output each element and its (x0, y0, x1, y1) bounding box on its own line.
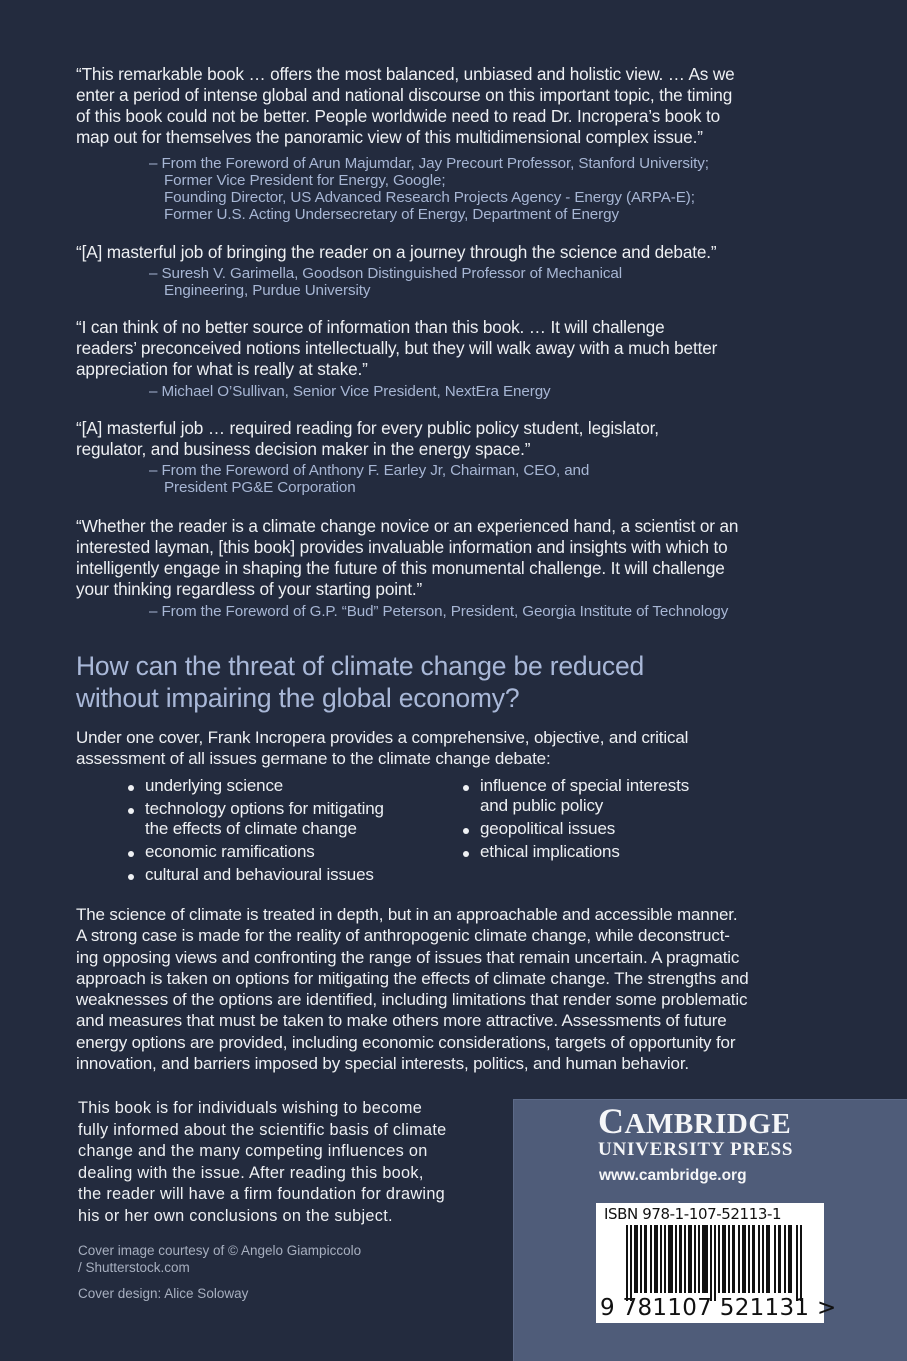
paragraph-line: energy options are provided, including economic considerations, targets of opportunity for (76, 1032, 736, 1052)
bullet-column-right (459, 776, 759, 862)
bullet-item (459, 819, 759, 839)
bullet-dot-icon (128, 785, 134, 791)
paragraph-line: The science of climate is treated in depth, but in an approachable and accessible manner. (76, 905, 738, 924)
attribution-line: – Suresh V. Garimella, Goodson Distinguished Professor of Mechanical (149, 265, 622, 282)
quote-line: interested layman, [this book] provides invaluable information and insights with which to (76, 537, 728, 557)
attribution-line: – From the Foreword of G.P. “Bud” Peterson, President, Georgia Institute of Technology (149, 603, 729, 620)
bullet-text: influence of special interests (480, 776, 690, 795)
attribution-line: Founding Director, US Advanced Research Projects Agency - Energy (ARPA-E); (164, 189, 695, 206)
quote-line: your thinking regardless of your starting point.” (76, 579, 423, 599)
logo-rest: AMBRIDGE (624, 1108, 792, 1140)
paragraph-line: approach is taken on options for mitigating the effects of climate change. The strengths and (76, 968, 749, 988)
bullet-text: economic ramifications (145, 842, 315, 861)
endorsement-quote-2 (76, 242, 856, 263)
section-heading (76, 650, 836, 714)
publisher-url: www.cambridge.org (599, 1167, 747, 1184)
publisher-logo-name (598, 1101, 792, 1141)
paragraph-line: A strong case is made for the reality of anthropogenic climate change, while deconstruct- (76, 926, 730, 946)
attribution-line: Former Vice President for Energy, Google; (164, 172, 446, 189)
bullet-dot-icon (128, 808, 134, 814)
isbn-barcode (596, 1203, 837, 1323)
quote-line: of this book could not be better. People worldwide need to read Dr. Incropera’s book to (76, 106, 720, 126)
intro-line: assessment of all issues germane to the climate change debate: (76, 749, 551, 768)
intro-paragraph (76, 727, 856, 769)
quote-line: regulator, and business decision maker in the energy space.” (76, 439, 531, 459)
publisher-logo-subtitle: UNIVERSITY PRESS (598, 1139, 794, 1160)
attribution-line: – From the Foreword of Arun Majumdar, Jay Precourt Professor, Stanford University; (149, 155, 709, 172)
bullet-dot-icon (463, 851, 469, 857)
logo-initial: C (598, 1101, 625, 1141)
paragraph-line: innovation, and barriers imposed by special interests, politics, and human behavior. (76, 1054, 689, 1074)
paragraph-line: the reader will have a firm foundation for drawing (78, 1185, 446, 1203)
bullet-dot-icon (463, 785, 469, 791)
quote-line: readers’ preconceived notions intellectually, but they will walk away with a much better (76, 338, 718, 358)
quote-line: enter a period of intense global and national discourse on this important topic, the timing (76, 85, 733, 105)
attribution-line: – Michael O’Sullivan, Senior Vice President, NextEra Energy (149, 383, 551, 400)
endorsement-attribution-1 (149, 155, 849, 223)
credit-line: Cover design: Alice Soloway (78, 1286, 249, 1301)
bullet-item (459, 842, 759, 862)
endorsement-attribution-5 (149, 603, 849, 620)
intro-line: Under one cover, Frank Incropera provides a comprehensive, objective, and critical (76, 728, 689, 747)
bullet-item (124, 776, 454, 796)
heading-line: without impairing the global economy? (76, 683, 520, 713)
endorsement-quote-1 (76, 64, 856, 148)
paragraph-line: dealing with the issue. After reading this book, (78, 1163, 424, 1182)
paragraph-line: and measures that must be taken to make others more attractive. Assessments of future (76, 1011, 727, 1031)
paragraph-line: change and the many competing influences on (78, 1142, 428, 1160)
bullet-item (124, 799, 454, 839)
bullet-text: cultural and behavioural issues (145, 865, 374, 884)
paragraph-line: This book is for individuals wishing to become (78, 1099, 423, 1117)
bullet-item (124, 842, 454, 862)
audience-paragraph (78, 1098, 508, 1227)
bullet-text: geopolitical issues (480, 819, 616, 838)
bullet-item (459, 776, 759, 816)
credit-line: / Shutterstock.com (78, 1259, 190, 1275)
endorsement-attribution-3 (149, 383, 849, 400)
attribution-line: Former U.S. Acting Undersecretary of Energy, Department of Energy (164, 206, 619, 223)
description-paragraph (76, 904, 866, 1074)
barcode-number: 9 781107 521131 > (600, 1295, 837, 1321)
endorsement-quote-3 (76, 317, 856, 380)
cover-design-credit (78, 1286, 478, 1303)
paragraph-line: fully informed about the scientific basis of climate (78, 1120, 447, 1139)
bullet-text: underlying science (145, 776, 284, 795)
endorsement-attribution-4 (149, 462, 849, 496)
quote-line: intelligently engage in shaping the future of this monumental challenge. It will challenge (76, 558, 725, 578)
quote-line: “[A] masterful job … required reading for every public policy student, legislator, (76, 418, 659, 438)
quote-line: “Whether the reader is a climate change novice or an experienced hand, a scientist or an (76, 516, 739, 536)
barcode-icon (626, 1225, 804, 1301)
bullet-column-left (124, 776, 454, 885)
endorsement-quote-5 (76, 516, 856, 600)
credit-line: Cover image courtesy of © Angelo Giampiccolo (78, 1243, 362, 1258)
cover-image-credit (78, 1243, 478, 1276)
bullet-dot-icon (128, 874, 134, 880)
endorsement-quote-4 (76, 418, 856, 460)
paragraph-line: ing opposing views and confronting the range of issues that remain uncertain. A pragmatic (76, 947, 740, 967)
bullet-item (124, 865, 454, 885)
bullet-text: ethical implications (480, 842, 620, 861)
bullet-dot-icon (463, 828, 469, 834)
bullet-dot-icon (128, 851, 134, 857)
quote-line: “This remarkable book … offers the most balanced, unbiased and holistic view. … As we (76, 64, 735, 84)
paragraph-line: weaknesses of the options are identified, including limitations that render some problematic (76, 990, 748, 1010)
heading-line: How can the threat of climate change be reduced (76, 651, 645, 681)
attribution-line: Engineering, Purdue University (164, 282, 371, 299)
bullet-text: the effects of climate change (145, 819, 357, 838)
quote-line: “[A] masterful job of bringing the reader on a journey through the science and debate.” (76, 242, 717, 262)
quote-line: “I can think of no better source of information than this book. … It will challenge (76, 317, 665, 337)
publisher-panel (513, 1099, 907, 1361)
paragraph-line: his or her own conclusions on the subject. (78, 1206, 393, 1225)
attribution-line: – From the Foreword of Anthony F. Earley Jr, Chairman, CEO, and (149, 462, 590, 479)
endorsement-attribution-2 (149, 265, 849, 299)
quote-line: map out for themselves the panoramic view of this multidimensional complex issue.” (76, 127, 703, 147)
bullet-text: and public policy (480, 796, 604, 815)
isbn-label: ISBN 978-1-107-52113-1 (604, 1205, 782, 1223)
quote-line: appreciation for what is really at stake.” (76, 359, 368, 379)
bullet-text: technology options for mitigating (145, 799, 384, 818)
attribution-line: President PG&E Corporation (164, 479, 356, 496)
